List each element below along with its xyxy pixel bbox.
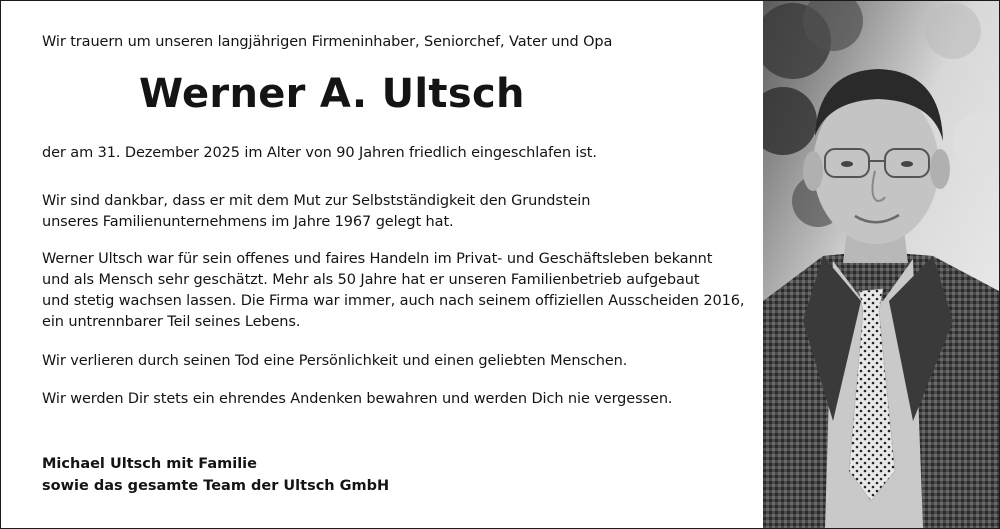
signature-line: sowie das gesamte Team der Ultsch GmbH: [42, 478, 390, 494]
notice-text-column: [1, 1, 761, 528]
paragraph-line: Wir sind dankbar, dass er mit dem Mut zur Selbstständigkeit den Grundstein: [42, 193, 591, 209]
paragraph-line: Werner Ultsch war für sein offenes und faires Handeln im Privat- und Geschäftsleben bekannt: [42, 251, 713, 267]
paragraph-line: Wir verlieren durch seinen Tod eine Persönlichkeit und einen geliebten Menschen.: [42, 353, 628, 369]
deceased-name: Werner A. Ultsch: [139, 71, 525, 117]
paragraph-line: unseres Familienunternehmens im Jahre 1967 gelegt hat.: [42, 214, 454, 230]
signature-line: Michael Ultsch mit Familie: [42, 456, 257, 472]
signature: [42, 453, 389, 497]
paragraph-character: [42, 249, 744, 333]
death-line: der am 31. Dezember 2025 im Alter von 90 Jahren friedlich eingeschlafen ist.: [42, 145, 597, 161]
paragraph-line: und stetig wachsen lassen. Die Firma war immer, auch nach seinem offiziellen Ausscheiden 2016,: [42, 293, 745, 309]
portrait-photo: [763, 1, 999, 528]
paragraph-loss: [42, 351, 627, 372]
intro-line: Wir trauern um unseren langjährigen Firmeninhaber, Seniorchef, Vater und Opa: [42, 34, 613, 50]
paragraph-line: ein untrennbarer Teil seines Lebens.: [42, 314, 301, 330]
portrait-photo-icon: [763, 1, 999, 528]
paragraph-gratitude: [42, 191, 590, 233]
paragraph-line: Wir werden Dir stets ein ehrendes Andenken bewahren und werden Dich nie vergessen.: [42, 391, 673, 407]
paragraph-remembrance: [42, 389, 672, 410]
paragraph-line: und als Mensch sehr geschätzt. Mehr als 50 Jahre hat er unseren Familienbetrieb aufgebaut: [42, 272, 700, 288]
